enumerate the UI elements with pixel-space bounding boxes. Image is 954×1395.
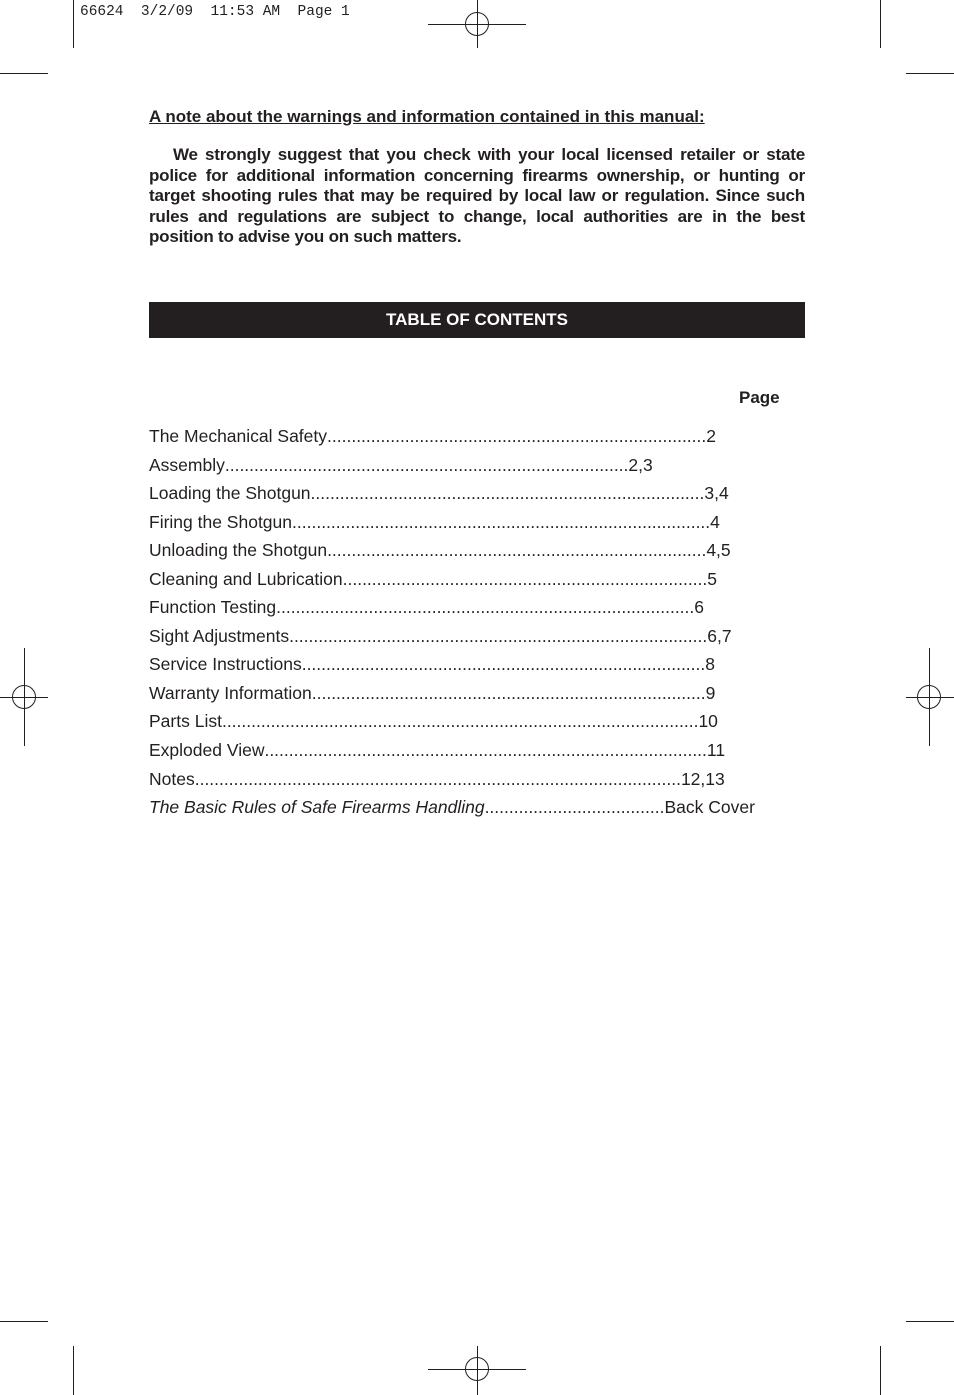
toc-page-header: Page [739, 388, 780, 407]
toc-entry-title: Loading the Shotgun [149, 483, 311, 504]
toc-entry-title: Exploded View [149, 740, 265, 761]
toc-entry-leader: ................................................................................... [224, 454, 629, 475]
toc-entry-page: 5 [707, 568, 718, 589]
toc-entry-title: Function Testing [149, 597, 277, 618]
toc-entry-leader: .................................................................................................... [194, 768, 681, 789]
toc-entry-page: 6 [694, 597, 704, 618]
toc-entry-leader: ................................................................................... [301, 654, 706, 675]
toc-entry [149, 740, 829, 769]
toc-entry-leader: ........................................................................................... [264, 740, 707, 761]
toc-entry-page: Back Cover [664, 797, 755, 818]
toc-entry-page: 12,13 [680, 768, 725, 789]
toc-entry-leader: ...................................................................................... [289, 625, 708, 646]
crop-mark-bottom-left-v [73, 1346, 74, 1395]
toc-entry [149, 797, 829, 826]
toc-entry [149, 626, 829, 655]
crop-mark-bottom-right-v [880, 1346, 881, 1395]
crop-mark-top-right-h [906, 73, 954, 74]
note-heading: A note about the warnings and information contained in this manual: [149, 107, 705, 126]
crop-mark-top-left-h [0, 73, 48, 74]
toc-entry-leader: ..................................... [484, 797, 665, 818]
toc-entry [149, 483, 829, 512]
toc-entry-title: Warranty Information [149, 682, 312, 703]
toc-entry [149, 769, 829, 798]
note-body: We strongly suggest that you check with your local licensed retailer or state police for additional information concerning firearms ownership, or hunting or target shooting rules that may be required by local law or regulation. Since such rules and regulations are subject to change, local authorities are in the best position to advise you on such matters. [149, 145, 805, 247]
toc-list [149, 426, 829, 826]
toc-entry-title: Assembly [149, 454, 225, 475]
toc-entry-page: 2 [706, 426, 716, 446]
toc-entry-title: The Mechanical Safety [149, 426, 328, 446]
toc-entry-title: Sight Adjustments [149, 625, 290, 646]
toc-entry-title: Parts List [149, 711, 222, 732]
toc-entry [149, 654, 829, 683]
toc-entry [149, 540, 829, 569]
toc-entry [149, 426, 829, 455]
toc-entry-page: 2,3 [628, 454, 653, 475]
toc-entry-page: 11 [706, 740, 726, 761]
toc-entry-leader: .............................................................................. [327, 540, 707, 561]
toc-title: TABLE OF CONTENTS [386, 310, 568, 329]
toc-title-bar [149, 302, 805, 338]
toc-entry-leader: ................................................................................. [311, 682, 706, 703]
toc-entry-leader: ...................................................................................... [276, 597, 695, 618]
toc-entry-title: Firing the Shotgun [149, 511, 293, 532]
crop-mark-top-left-v [73, 0, 74, 48]
crop-mark-bottom-right-h [906, 1321, 954, 1322]
toc-entry [149, 597, 829, 626]
toc-entry-leader: .................................................................................................. [221, 711, 699, 732]
printer-slug: 66624 3/2/09 11:53 AM Page 1 [80, 4, 350, 20]
toc-entry [149, 569, 829, 598]
crop-mark-top-right-v [880, 0, 881, 48]
toc-entry-page: 4 [710, 511, 720, 532]
toc-entry-title: Service Instructions [149, 654, 302, 675]
toc-entry-page: 6,7 [707, 625, 732, 646]
toc-entry-page: 9 [705, 682, 716, 703]
toc-entry-title: The Basic Rules of Safe Firearms Handling [149, 797, 485, 818]
toc-entry [149, 512, 829, 541]
toc-entry-leader: ........................................................................... [342, 568, 708, 589]
toc-entry [149, 683, 829, 712]
toc-entry [149, 711, 829, 740]
toc-entry-title: Cleaning and Lubrication [149, 568, 343, 589]
toc-entry-page: 4,5 [706, 540, 731, 561]
toc-entry-page: 8 [705, 654, 715, 675]
toc-entry-leader: ................................................................................. [310, 483, 705, 504]
toc-entry-page: 3,4 [704, 483, 729, 504]
toc-entry-title: Unloading the Shotgun [149, 540, 328, 561]
toc-entry [149, 455, 829, 484]
toc-entry-leader: .............................................................................. [327, 426, 707, 446]
toc-entry-title: Notes [149, 768, 195, 789]
toc-entry-leader: ...................................................................................... [292, 511, 711, 532]
crop-mark-bottom-left-h [0, 1321, 48, 1322]
toc-entry-page: 10 [698, 711, 718, 732]
